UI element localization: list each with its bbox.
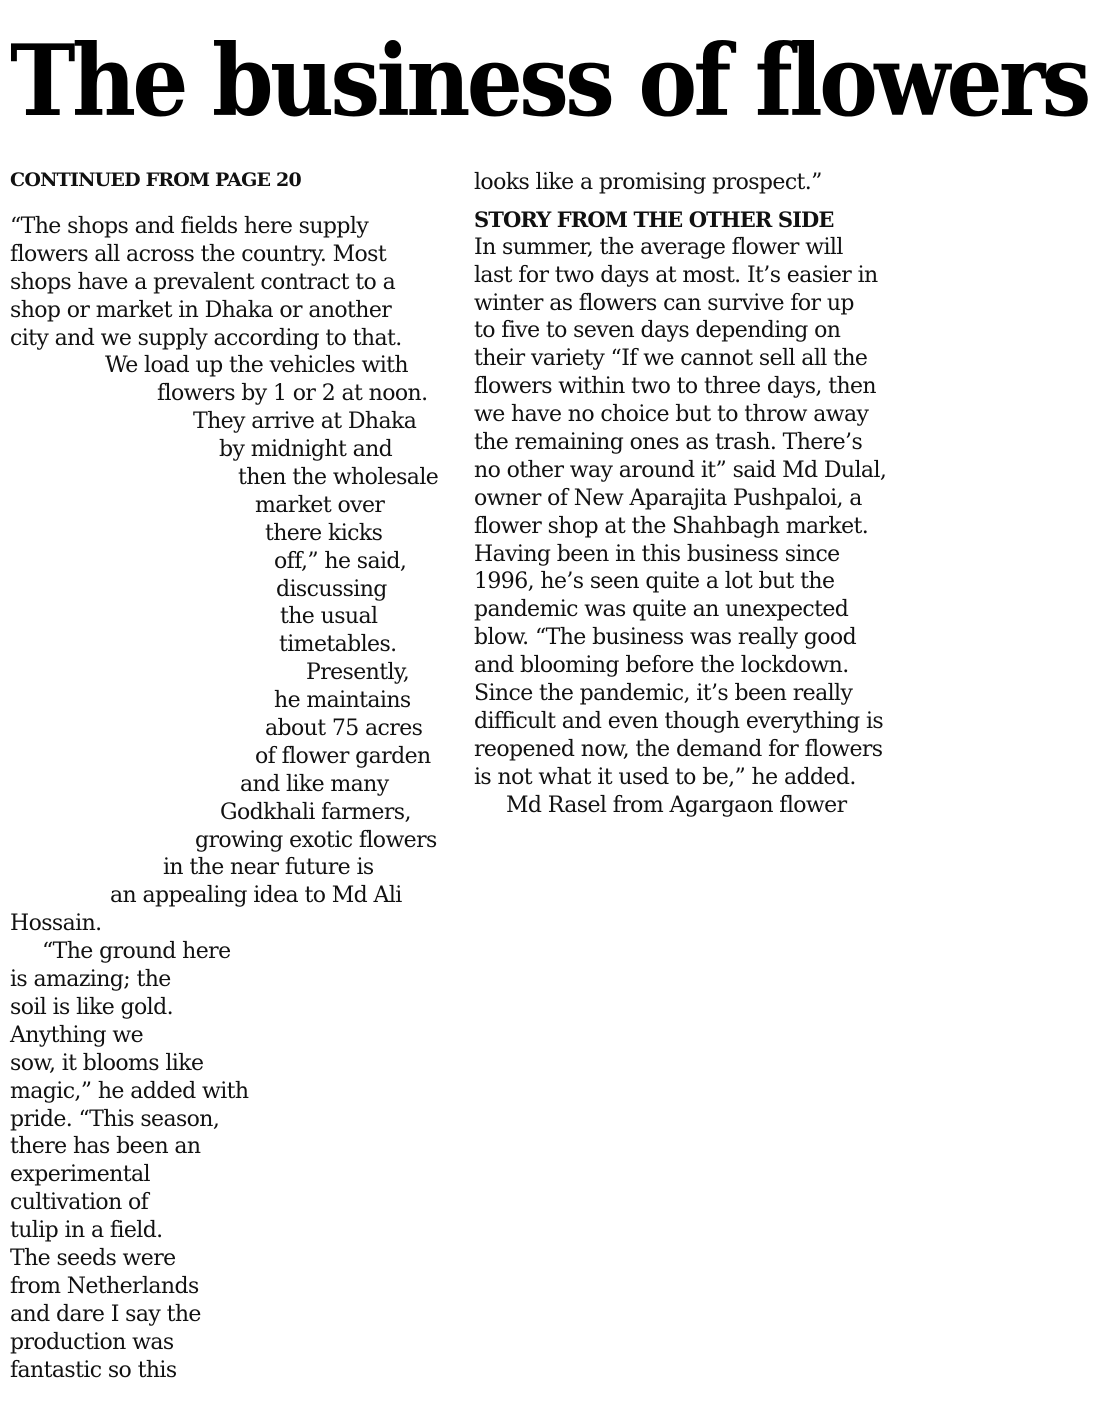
left-line: pride. “This season, xyxy=(10,1106,220,1132)
left-line: by midnight and xyxy=(219,437,393,463)
carry-over-line: looks like a promising prospect.” xyxy=(474,170,822,195)
left-line: magic,” he added with xyxy=(10,1078,249,1104)
right-line: last for two days at most. It’s easier in xyxy=(474,262,878,288)
right-line: to five to seven days depending on xyxy=(474,318,841,344)
left-line: Presently, xyxy=(306,660,410,686)
right-line: 1996, he’s seen quite a lot but the xyxy=(474,569,835,595)
left-line: city and we supply according to that. xyxy=(10,325,402,351)
left-line: is amazing; the xyxy=(10,967,171,993)
left-line: then the wholesale xyxy=(238,465,439,491)
right-line: is not what it used to be,” he added. xyxy=(474,764,856,790)
left-line: market over xyxy=(255,492,385,518)
left-line: flowers by 1 or 2 at noon. xyxy=(157,381,428,407)
right-line: Md Rasel from Agargaon flower xyxy=(506,792,847,818)
right-line: blow. “The business was really good xyxy=(474,625,857,651)
right-line: reopened now, the demand for flowers xyxy=(474,736,883,762)
section-subhead: STORY FROM THE OTHER SIDE xyxy=(474,206,834,232)
right-line: pandemic was quite an unexpected xyxy=(474,597,849,623)
right-line: flowers within two to three days, then xyxy=(474,374,877,400)
left-line: We load up the vehicles with xyxy=(105,353,408,379)
left-line: and dare I say the xyxy=(10,1301,201,1327)
left-line: production was xyxy=(10,1329,174,1355)
left-line: growing exotic flowers xyxy=(195,827,437,853)
left-line: cultivation of xyxy=(10,1190,149,1216)
headline: The business of flowers xyxy=(10,24,1088,139)
right-line: difficult and even though everything is xyxy=(474,708,884,734)
right-line: no other way around it” said Md Dulal, xyxy=(474,457,887,483)
left-line: he maintains xyxy=(274,688,411,714)
right-line: Having been in this business since xyxy=(474,541,840,567)
left-line: of flower garden xyxy=(255,743,431,769)
right-line: the remaining ones as trash. There’s xyxy=(474,430,863,456)
left-line: Hossain. xyxy=(10,911,102,937)
left-line: off,” he said, xyxy=(274,548,407,574)
right-column xyxy=(474,169,886,819)
left-line: about 75 acres xyxy=(265,716,423,742)
left-line: in the near future is xyxy=(163,855,374,881)
left-line: timetables. xyxy=(279,632,397,658)
left-line: sow, it blooms like xyxy=(10,1050,204,1076)
left-line: shop or market in Dhaka or another xyxy=(10,297,392,323)
left-line: “The shops and fields here supply xyxy=(10,214,369,239)
left-column xyxy=(10,213,438,1384)
left-line: soil is like gold. xyxy=(10,994,173,1020)
left-line: fantastic so this xyxy=(10,1357,177,1383)
left-line: Godkhali farmers, xyxy=(220,799,411,825)
left-line: and like many xyxy=(240,771,389,797)
left-line: They arrive at Dhaka xyxy=(193,409,417,435)
right-line: their variety “If we cannot sell all the xyxy=(474,346,868,372)
left-line: there kicks xyxy=(265,520,383,546)
right-line: flower shop at the Shahbagh market. xyxy=(474,513,869,539)
left-line: flowers all across the country. Most xyxy=(10,241,387,267)
left-line: The seeds were xyxy=(10,1245,176,1271)
left-line: discussing xyxy=(276,576,387,602)
left-line: experimental xyxy=(10,1162,150,1188)
left-line: “The ground here xyxy=(42,939,231,965)
right-line: and blooming before the lockdown. xyxy=(474,653,849,679)
right-line: In summer, the average flower will xyxy=(474,234,843,260)
right-line: owner of New Aparajita Pushpaloi, a xyxy=(474,485,862,511)
right-line: winter as flowers can survive for up xyxy=(474,290,854,316)
left-line: Anything we xyxy=(10,1022,144,1048)
left-line: shops have a prevalent contract to a xyxy=(10,269,396,295)
left-line: the usual xyxy=(280,604,378,630)
right-line: Since the pandemic, it’s been really xyxy=(474,681,853,707)
left-line: an appealing idea to Md Ali xyxy=(110,883,402,909)
left-line: tulip in a field. xyxy=(10,1218,163,1244)
left-line: there has been an xyxy=(10,1134,201,1160)
right-line: we have no choice but to throw away xyxy=(474,402,869,428)
continued-from-label: CONTINUED FROM PAGE 20 xyxy=(10,169,301,191)
left-line: from Netherlands xyxy=(10,1273,199,1299)
